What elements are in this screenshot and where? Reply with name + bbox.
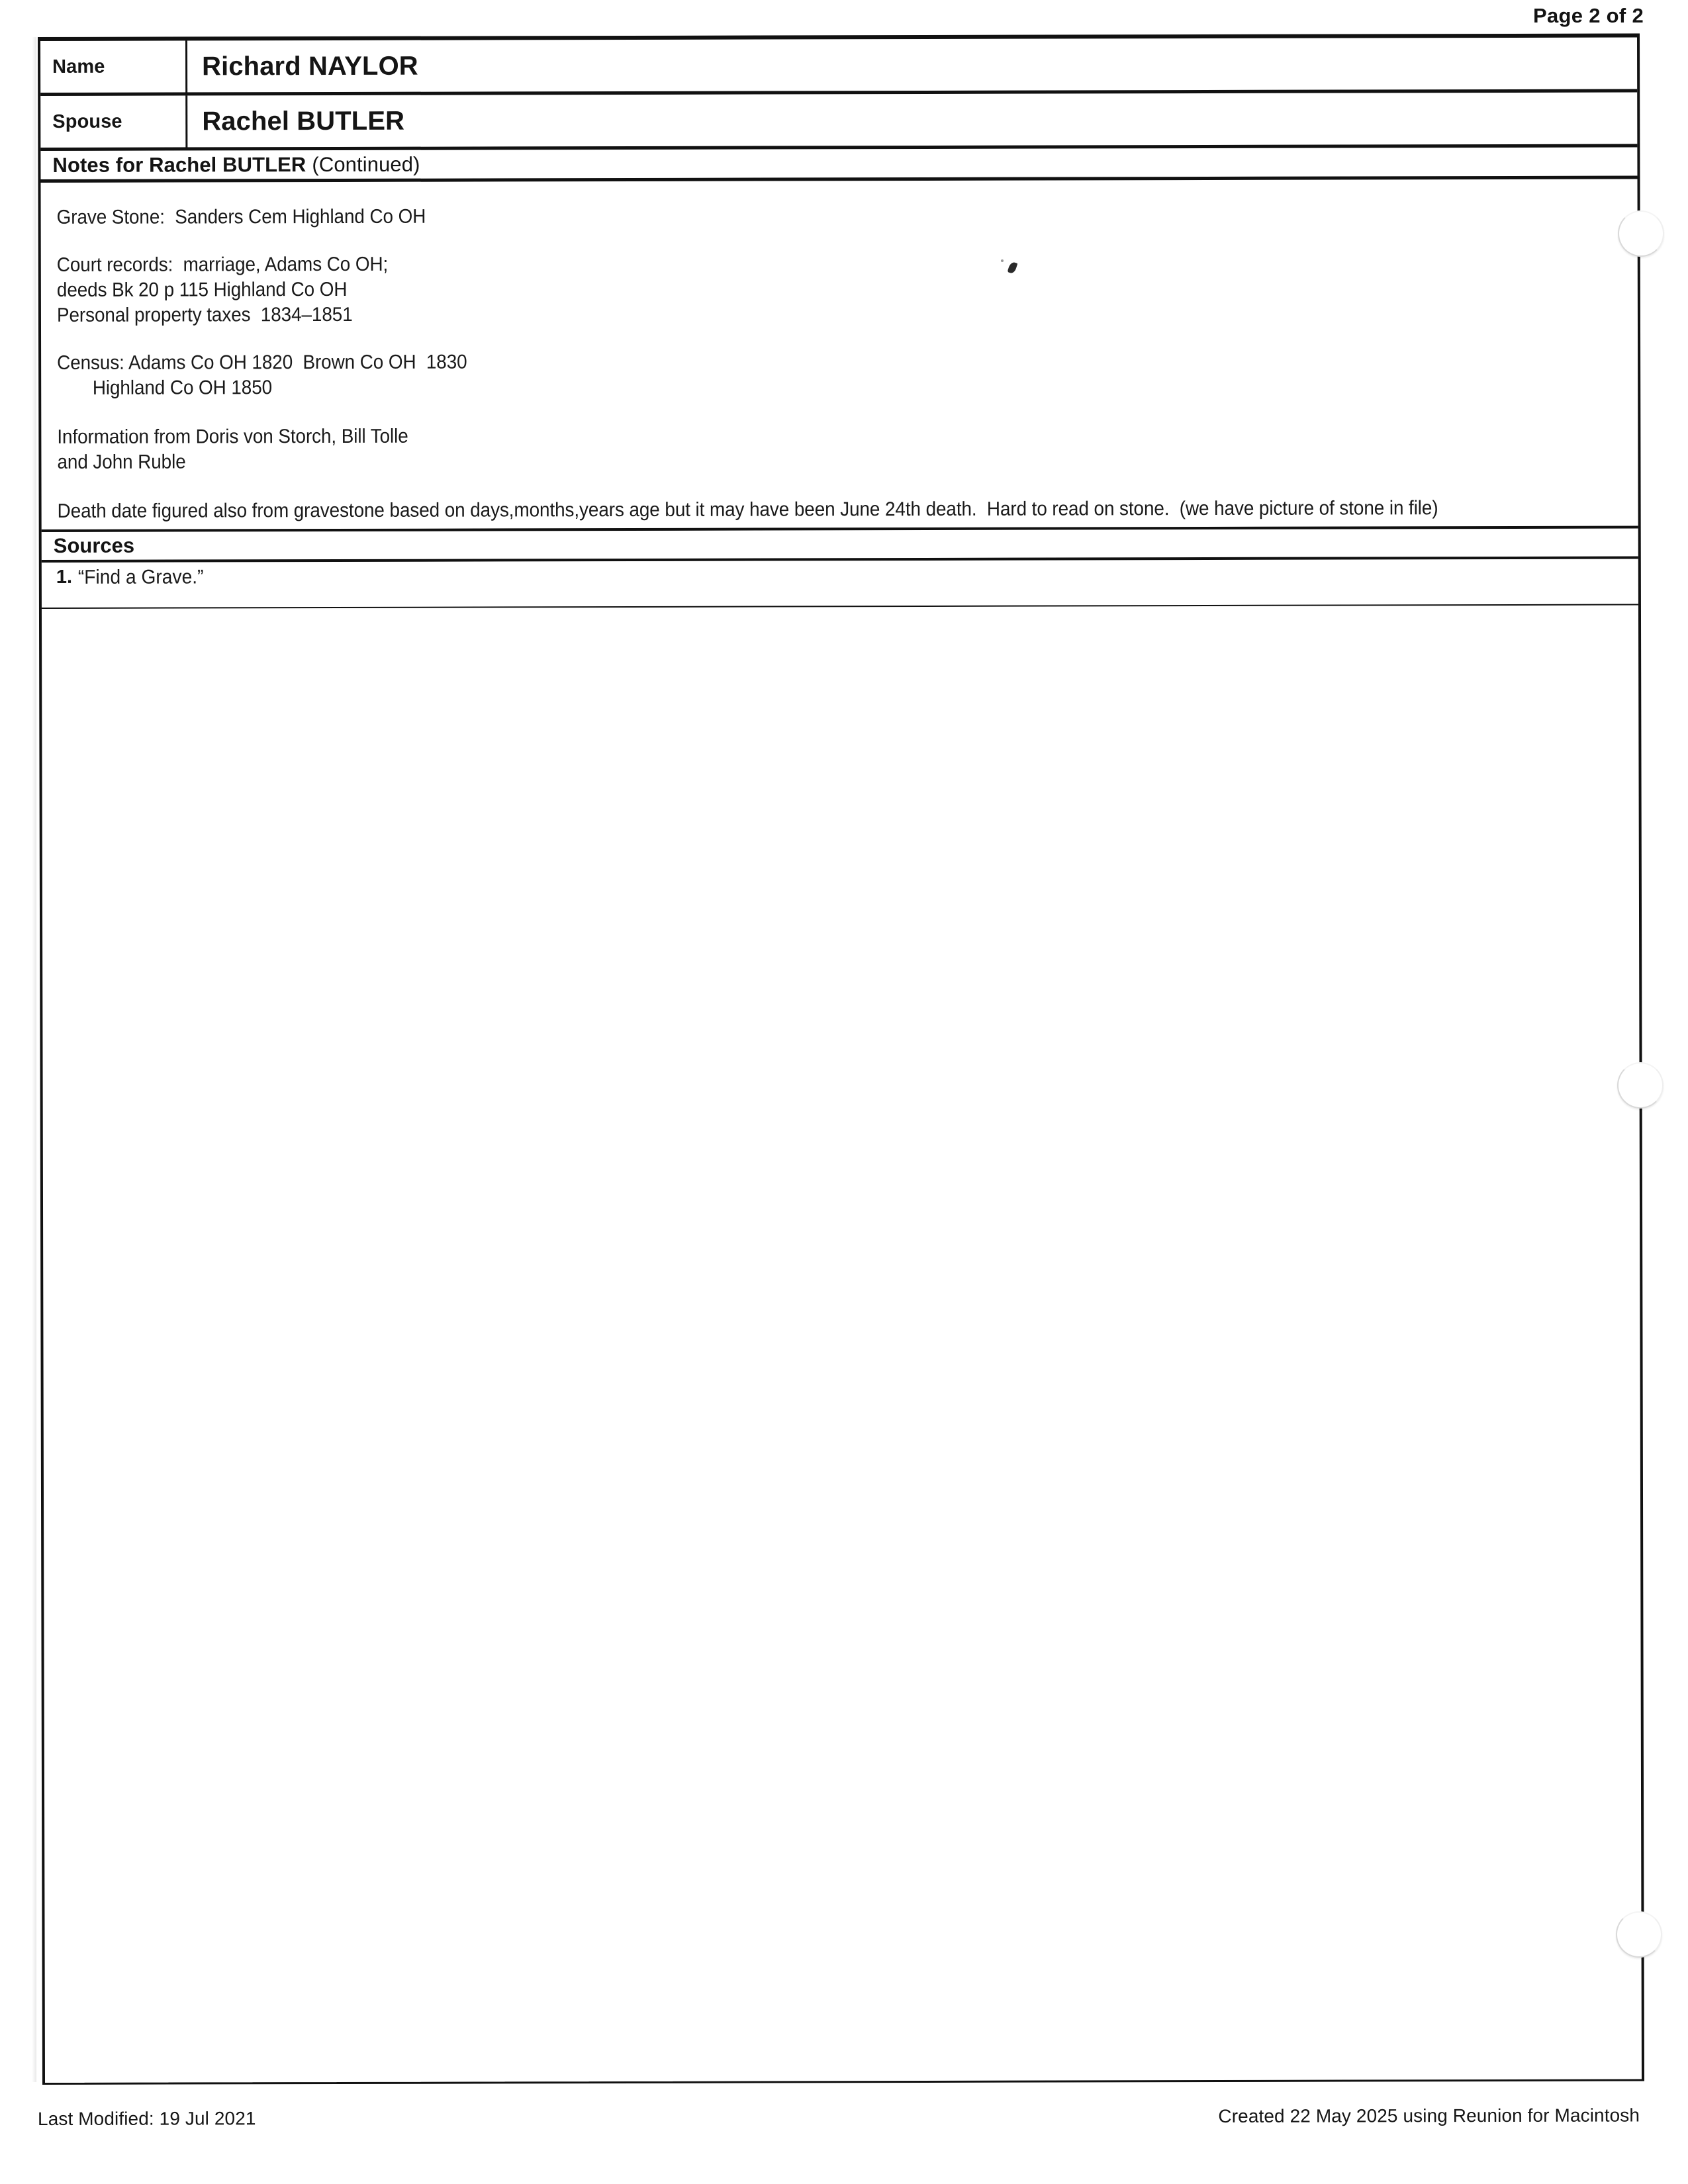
note-spacer (57, 398, 1620, 425)
notes-heading-title: Notes for Rachel BUTLER (52, 152, 306, 177)
name-label: Name (40, 40, 187, 93)
last-modified-text: Last Modified: 19 Jul 2021 (38, 2108, 256, 2129)
source-citation-text: “Find a Grave.” (78, 566, 204, 588)
page-footer (38, 2105, 1640, 2130)
note-block: Court records: marriage, Adams Co OH; deeds Bk 20 p 115 Highland Co OH Personal property taxes 1834–1851 (56, 253, 389, 326)
note-spacer (58, 472, 1621, 499)
page-number-header: Page 2 of 2 (1533, 4, 1644, 27)
source-list-item (42, 559, 1638, 609)
name-value: Richard NAYLOR (202, 51, 418, 81)
note-spacer (57, 227, 1620, 253)
family-record-table (38, 34, 1644, 2085)
created-by-text: Created 22 May 2025 using Reunion for Macintosh (1218, 2105, 1640, 2126)
source-number: 1. (56, 566, 73, 588)
sources-section-heading: Sources (42, 529, 1638, 563)
scan-edge-shadow (32, 37, 36, 2082)
note-block: Information from Doris von Storch, Bill Tolle and John Ruble (57, 425, 408, 473)
table-row-name (40, 38, 1637, 96)
note-spacer (57, 325, 1620, 351)
blank-content-area (42, 606, 1641, 1899)
note-block: Census: Adams Co OH 1820 Brown Co OH 1830 Highland Co OH 1850 (57, 351, 467, 399)
notes-section-heading (40, 148, 1637, 183)
note-block: Death date figured also from gravestone based on days,months,years age but it may have been June 24th death. Hard to read on stone. (we have picture of stone in file) (57, 497, 1438, 522)
spouse-label: Spouse (40, 95, 187, 148)
notes-heading-continued: (Continued) (312, 152, 420, 176)
note-block: Grave Stone: Sanders Cem Highland Co OH (56, 205, 426, 228)
notes-body (40, 179, 1638, 532)
table-row-spouse (40, 93, 1637, 151)
spouse-value: Rachel BUTLER (202, 106, 405, 136)
